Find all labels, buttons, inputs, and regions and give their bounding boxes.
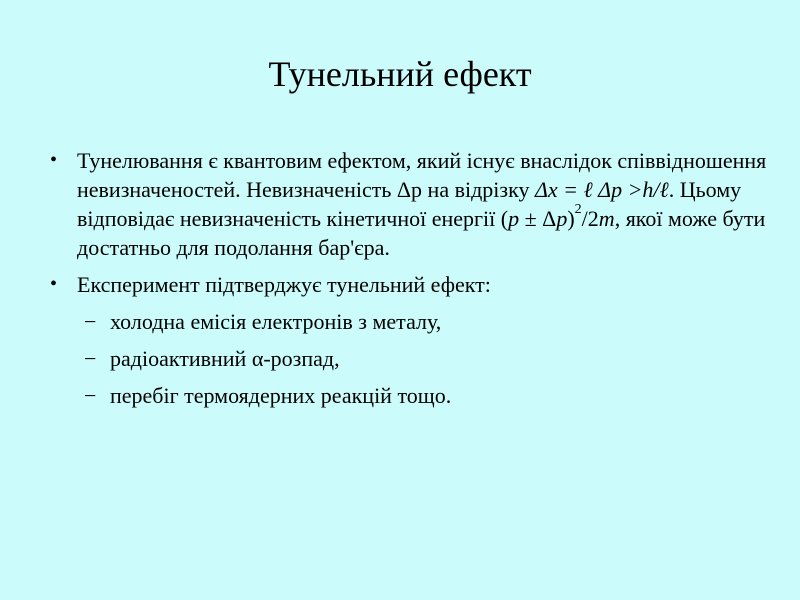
slide-title: Тунельний ефект xyxy=(268,54,532,94)
text-segment: , якої може бути достатньо для подолання бар'єра. xyxy=(77,206,766,260)
bullet-icon: • xyxy=(50,273,58,295)
text-segment: Тунелювання є квантовим ефектом, який існує внаслідок співвідношення невизначеностей. Невизначеність Δp на відрізку xyxy=(77,148,767,202)
text-segment: ± Δ xyxy=(519,206,557,231)
dash-icon: − xyxy=(84,383,97,408)
sub-item xyxy=(44,344,784,373)
math-variable: p xyxy=(508,206,520,231)
text-segment: . Цьому відповідає невизначеність кінетичної енергії ( xyxy=(77,177,742,231)
sub-item-text: перебіг термоядерних реакцій тощо. xyxy=(110,383,452,408)
dash-icon: − xyxy=(84,346,97,371)
slide-content xyxy=(44,146,784,410)
bullet-icon: • xyxy=(50,149,58,171)
text-segment: ) xyxy=(567,206,575,231)
bullet-item xyxy=(44,146,784,262)
math-variable: m xyxy=(598,206,615,231)
bullet-text-1 xyxy=(77,148,766,260)
bullet-text-2: Експеримент підтверджує тунельний ефект: xyxy=(77,272,491,297)
math-expression: Δx = ℓ xyxy=(534,177,593,202)
sub-item-text: радіоактивний α-розпад, xyxy=(110,346,340,371)
text-segment: /2 xyxy=(581,206,599,231)
bullet-item xyxy=(44,270,784,299)
dash-icon: − xyxy=(84,309,97,334)
math-expression: Δp >h/ℓ xyxy=(598,177,669,202)
sub-item xyxy=(44,381,784,410)
superscript: 2 xyxy=(574,202,582,217)
sub-item-text: холодна емісія електронів з металу, xyxy=(110,309,442,334)
sub-item xyxy=(44,307,784,336)
math-variable: p xyxy=(556,206,568,231)
